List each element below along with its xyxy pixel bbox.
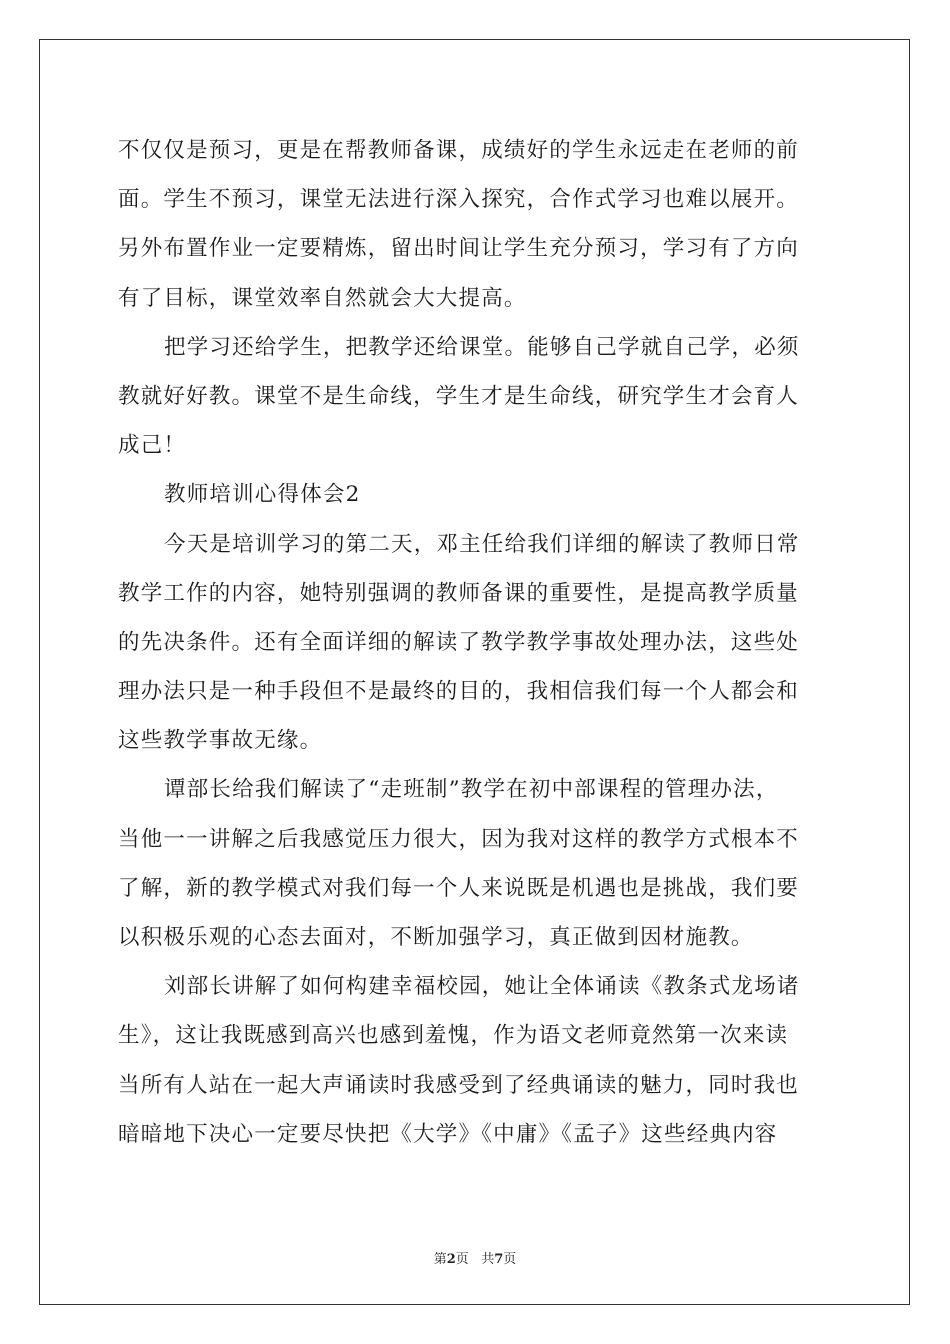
- text-line: 当所有人站在一起大声诵读时我感受到了经典诵读的魅力，同时我也: [118, 1072, 800, 1098]
- text-line: 了解，新的教学模式对我们每一个人来说既是机遇也是挑战，我们要: [118, 875, 800, 901]
- text-line: 生》，这让我既感到高兴也感到羞愧，作为语文老师竟然第一次来读: [118, 1023, 789, 1049]
- text-line: 教学工作的内容，她特别强调的教师备课的重要性，是提高教学质量: [118, 580, 800, 606]
- paragraph-start-line: 谭部长给我们解读了“走班制”教学在初中部课程的管理办法，: [164, 777, 779, 803]
- footer-page-suffix: 页: [455, 1252, 469, 1267]
- text-line: 教就好好教。课堂不是生命线，学生才是生命线，研究学生才会育人: [118, 383, 800, 409]
- paragraph-start-line: 把学习还给学生，把教学还给课堂。能够自己学就自己学，必须: [164, 334, 800, 360]
- footer-total-suffix: 页: [503, 1252, 517, 1267]
- text-line: 这些教学事故无缘。: [118, 728, 323, 754]
- section-heading: 教师培训心得体会2: [164, 482, 361, 508]
- paragraph-start-line: 刘部长讲解了如何构建幸福校园，她让全体诵读《教条式龙场诸: [164, 974, 800, 1000]
- footer-page-number: 2: [446, 1252, 456, 1267]
- page-footer: [0, 1248, 950, 1267]
- text-line: 当他一一讲解之后我感觉压力很大，因为我对这样的教学方式根本不: [118, 826, 800, 852]
- text-line: 成己！: [118, 433, 187, 459]
- text-line: 不仅仅是预习，更是在帮教师备课，成绩好的学生永远走在老师的前: [118, 138, 800, 163]
- footer-total-prefix: 共: [481, 1252, 495, 1267]
- text-line: 暗暗地下决心一定要尽快把《大学》《中庸》《孟子》这些经典内容: [118, 1121, 778, 1147]
- text-line: 的先决条件。还有全面详细的解读了教学教学事故处理办法，这些处: [118, 629, 800, 655]
- text-line: 另外布置作业一定要精炼，留出时间让学生充分预习，学习有了方向: [118, 236, 800, 262]
- text-line: 面。学生不预习，课堂无法进行深入探究，合作式学习也难以展开。: [118, 187, 800, 213]
- document-body: [118, 126, 836, 1159]
- footer-total-pages: 7: [494, 1252, 504, 1267]
- paragraph-start-line: 今天是培训学习的第二天，邓主任给我们详细的解读了教师日常: [164, 531, 800, 557]
- footer-prefix: 第: [433, 1252, 447, 1267]
- text-line: 以积极乐观的心态去面对，不断加强学习，真正做到因材施教。: [118, 925, 754, 950]
- text-line: 有了目标，课堂效率自然就会大大提高。: [118, 285, 527, 311]
- text-line: 理办法只是一种手段但不是最终的目的，我相信我们每一个人都会和: [118, 679, 800, 705]
